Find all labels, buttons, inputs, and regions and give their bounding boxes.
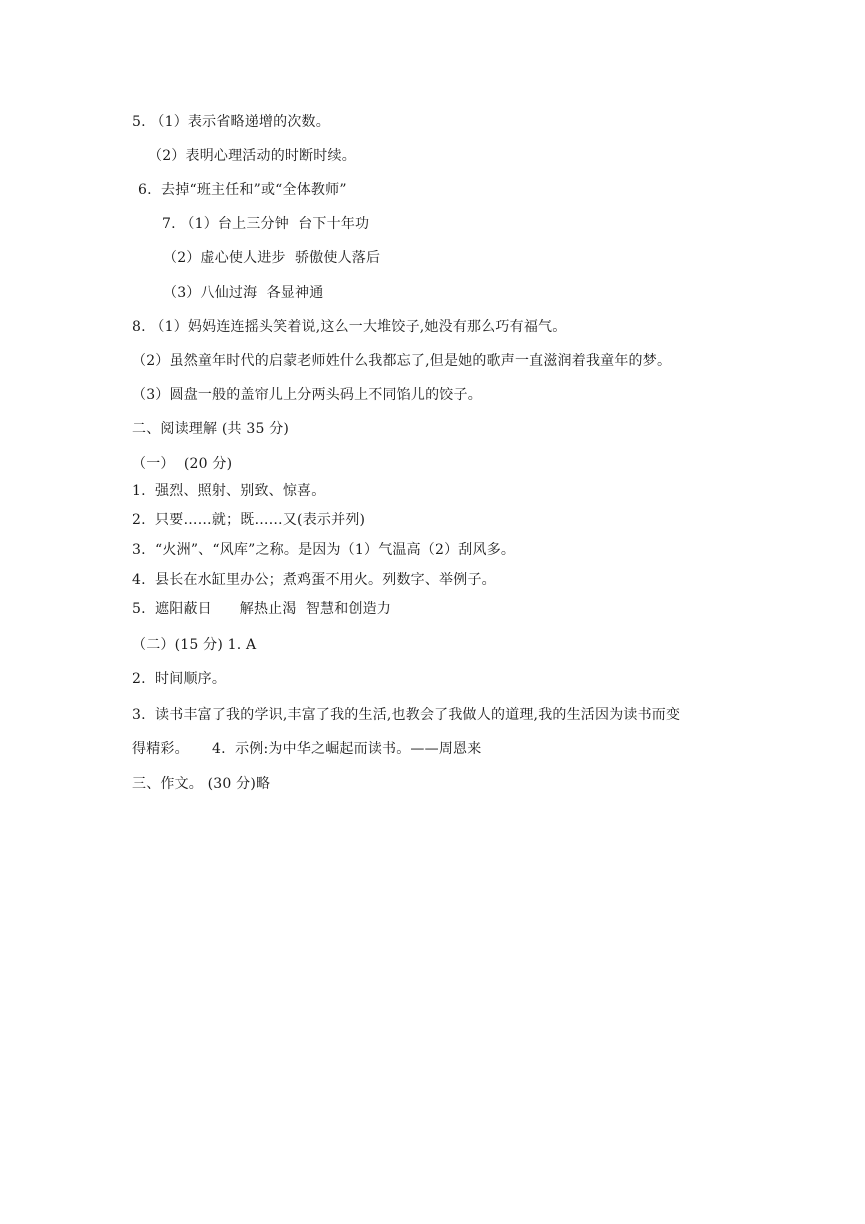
- reading-1-answer-5: 5. 遮阳蔽日 解热止渴 智慧和创造力: [132, 601, 392, 617]
- reading-1-answer-4: 4. 县长在水缸里办公；煮鸡蛋不用火。列数字、举例子。: [132, 572, 496, 588]
- answer-5-part-2: （2）表明心理活动的时断时续。: [148, 148, 356, 164]
- reading-2-answer-3: 3. 读书丰富了我的学识,丰富了我的生活,也教会了我做人的道理,我的生活因为读书而变: [132, 707, 681, 723]
- reading-1-answer-2: 2. 只要……就；既……又(表示并列): [132, 512, 366, 528]
- reading-2-heading: （二）(15 分) 1. A: [132, 637, 257, 653]
- reading-2-answer-3-cont: 得精彩。 4. 示例:为中华之崛起而读书。——周恩来: [132, 741, 482, 757]
- answer-8: 8. （1）妈妈连连摇头笑着说,这么一大堆饺子,她没有那么巧有福气。: [132, 319, 567, 335]
- answer-6: 6. 去掉“班主任和”或“全体教师”: [138, 182, 347, 198]
- reading-2-answer-2: 2. 时间顺序。: [132, 671, 227, 687]
- answer-7-part-2: （2）虚心使人进步 骄傲使人落后: [163, 250, 381, 266]
- answer-7-part-3: （3）八仙过海 各显神通: [163, 285, 324, 301]
- reading-1-answer-3: 3. “火洲”、“风库”之称。是因为（1）气温高（2）刮风多。: [132, 542, 516, 558]
- section-3-composition: 三、作文。 (30 分)略: [132, 776, 271, 792]
- section-2-heading: 二、阅读理解 (共 35 分): [132, 421, 290, 437]
- answer-8-part-2: （2）虽然童年时代的启蒙老师姓什么我都忘了,但是她的歌声一直滋润着我童年的梦。: [132, 353, 672, 369]
- answer-5: 5. （1）表示省略递增的次数。: [132, 114, 330, 130]
- answer-8-part-3: （3）圆盘一般的盖帘儿上分两头码上不同馅儿的饺子。: [132, 387, 482, 403]
- answer-7: 7. （1）台上三分钟 台下十年功: [162, 216, 370, 232]
- reading-1-heading: （一） (20 分): [132, 456, 233, 472]
- reading-1-answer-1: 1. 强烈、照射、别致、惊喜。: [132, 483, 326, 499]
